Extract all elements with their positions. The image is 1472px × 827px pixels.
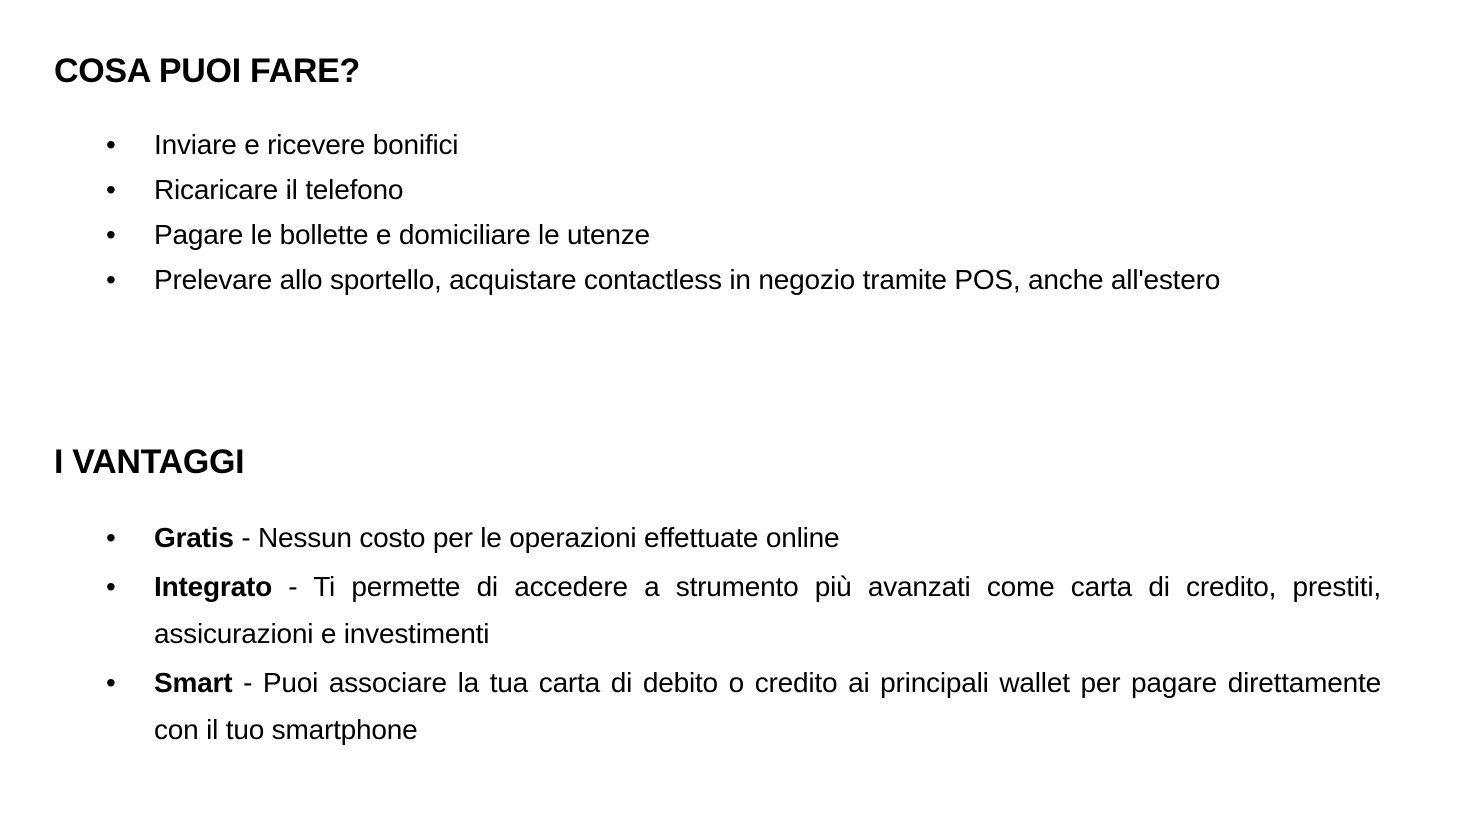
list-item-text: Prelevare allo sportello, acquistare contactless in negozio tramite POS, anche all'estero bbox=[154, 264, 1221, 295]
features-list bbox=[54, 123, 1381, 302]
bullet-icon: • bbox=[106, 264, 116, 295]
advantage-description: - Nessun costo per le operazioni effettuate online bbox=[233, 522, 840, 553]
list-item-text: Pagare le bollette e domiciliare le utenze bbox=[154, 219, 650, 250]
advantage-description: - Ti permette di accedere a strumento più avanzati come carta di credito, prestiti, assicurazioni e investimenti bbox=[154, 571, 1381, 649]
bullet-icon: • bbox=[106, 571, 116, 602]
advantage-title: Gratis bbox=[154, 522, 234, 553]
list-item bbox=[54, 123, 1381, 167]
list-item bbox=[54, 563, 1381, 657]
advantages-section bbox=[54, 438, 1381, 755]
list-item bbox=[54, 168, 1381, 212]
advantages-heading: I VANTAGGI bbox=[54, 443, 245, 481]
bullet-icon: • bbox=[106, 174, 116, 205]
bullet-icon: • bbox=[106, 667, 116, 698]
list-item bbox=[54, 213, 1381, 257]
list-item bbox=[54, 659, 1381, 753]
advantages-list bbox=[54, 514, 1381, 753]
list-item-text: Ricaricare il telefono bbox=[154, 174, 404, 205]
list-item-text: Inviare e ricevere bonifici bbox=[154, 129, 459, 160]
advantage-description: - Puoi associare la tua carta di debito o credito ai principali wallet per pagare direttamente con il tuo smartphone bbox=[154, 667, 1381, 745]
features-section bbox=[54, 47, 1381, 303]
bullet-icon: • bbox=[106, 129, 116, 160]
bullet-icon: • bbox=[106, 522, 116, 553]
advantage-title: Integrato bbox=[154, 571, 272, 602]
advantage-title: Smart bbox=[154, 667, 233, 698]
list-item bbox=[54, 258, 1381, 302]
bullet-icon: • bbox=[106, 219, 116, 250]
list-item bbox=[54, 514, 1381, 561]
features-heading: COSA PUOI FARE? bbox=[54, 52, 360, 90]
